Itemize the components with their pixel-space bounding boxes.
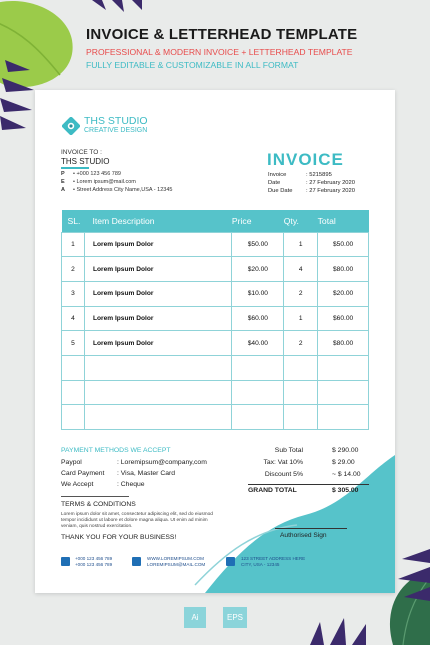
footer-address-1: 123 STREET ADDRESS HERE [241, 556, 306, 561]
payment-key: Card Payment [61, 470, 105, 477]
row-price: $50.00 [232, 232, 284, 257]
footer-web [147, 556, 205, 567]
tax-value: $ 29.00 [332, 459, 355, 466]
items-table [61, 210, 369, 430]
footer-email: LOREMIPSUM@MAIL.COM [147, 561, 206, 567]
location-icon [226, 557, 235, 566]
invoice-to-label: INVOICE TO : [61, 149, 102, 156]
row-sl: 2 [62, 257, 85, 282]
format-badge-eps: EPS [223, 607, 247, 628]
row-total [318, 380, 369, 405]
divider [61, 167, 89, 169]
signature-label: Authorised Sign [280, 532, 327, 539]
footer-phone-1: +000 123 456 789 [75, 556, 113, 561]
banner-subtitle-1: PROFESSIONAL & MODERN INVOICE + LETTERHEAD TEMPLATE [86, 47, 353, 57]
phone-icon [61, 557, 70, 566]
invoice-due-date [268, 188, 355, 194]
row-description: Lorem Ipsum Dolor [84, 306, 231, 331]
row-description: Lorem Ipsum Dolor [84, 232, 231, 257]
row-price: $20.00 [232, 257, 284, 282]
row-description [84, 405, 231, 430]
header-total: Total [318, 210, 369, 232]
sub-total-label: Sub Total [274, 447, 303, 454]
row-qty: 4 [284, 257, 318, 282]
footer-phone [75, 556, 112, 567]
invoice-to-name: THS STUDIO [61, 157, 110, 166]
invoice-date [268, 180, 355, 186]
row-total: $50.00 [318, 232, 369, 257]
contact-value: • Street Address City Name,USA - 12345 [73, 187, 173, 193]
signature-line [275, 528, 347, 529]
table-row [62, 257, 369, 282]
terms-text: Lorem ipsum dolor sit amet, consectetur adipiscing elit, sed do eiusmod tempor incididunt ut labore et dolore magna aliqua. Ut enim ad minim veniam, quis nostrud exercitation. [61, 512, 213, 529]
invoice-number [268, 172, 332, 178]
payment-cheque [61, 481, 145, 488]
payment-methods-heading: PAYMENT METHODS WE ACCEPT [61, 447, 171, 454]
meta-key: Date [268, 180, 281, 186]
payment-key: We Accept [61, 481, 94, 488]
row-qty: 1 [284, 306, 318, 331]
banner [0, 0, 430, 90]
row-total [318, 405, 369, 430]
row-total [318, 355, 369, 380]
footer-phone-2: +000 123 456 789 [75, 561, 113, 567]
payment-paypal [61, 459, 207, 466]
meta-key: Invoice [268, 172, 287, 178]
row-total: $60.00 [318, 306, 369, 331]
row-description: Lorem Ipsum Dolor [84, 281, 231, 306]
row-description: Lorem Ipsum Dolor [84, 331, 231, 356]
row-price: $10.00 [232, 281, 284, 306]
footer-address [241, 556, 305, 567]
contact-address [61, 187, 172, 193]
row-description [84, 355, 231, 380]
discount-label: Discount 5% [264, 471, 303, 478]
table-header-row [62, 210, 369, 232]
purple-fern-bottom-decoration [392, 545, 430, 605]
row-qty: 1 [284, 232, 318, 257]
row-total: $80.00 [318, 331, 369, 356]
row-price: $40.00 [232, 331, 284, 356]
row-sl: 4 [62, 306, 85, 331]
contact-value: • +000 123 456 789 [73, 171, 121, 177]
invoice-sheet [35, 90, 395, 593]
table-row [62, 405, 369, 430]
grand-total-value: $ 305.00 [332, 487, 359, 494]
table-row [62, 355, 369, 380]
table-row [62, 380, 369, 405]
banner-title: INVOICE & LETTERHEAD TEMPLATE [86, 26, 358, 43]
row-price [232, 355, 284, 380]
payment-card [61, 470, 175, 477]
contact-key: P [61, 171, 65, 177]
payment-key: Paypol [61, 459, 82, 466]
discount-value: ~ $ 14.00 [332, 471, 361, 478]
format-badge-ai: Ai [184, 607, 206, 628]
header-price: Price [232, 210, 284, 232]
banner-subtitle-2: FULLY EDITABLE & CUSTOMIZABLE IN ALL FORMAT [86, 60, 299, 70]
row-sl [62, 405, 85, 430]
payment-value: : Loremipsum@company,com [117, 459, 207, 466]
row-description: Lorem Ipsum Dolor [84, 257, 231, 282]
studio-logo-icon [62, 117, 80, 135]
table-row [62, 306, 369, 331]
meta-value: : 5215895 [306, 172, 332, 178]
divider [248, 484, 369, 485]
contact-key: A [61, 187, 65, 193]
purple-fern-bottom-center-decoration [300, 610, 380, 645]
row-price: $60.00 [232, 306, 284, 331]
payment-value: : Visa, Master Card [117, 470, 176, 477]
header-description: Item Description [84, 210, 231, 232]
table-row [62, 331, 369, 356]
company-tagline: CREATIVE DESIGN [84, 127, 148, 134]
row-sl [62, 380, 85, 405]
meta-value: : 27 February 2020 [306, 188, 355, 194]
row-qty [284, 405, 318, 430]
globe-icon [132, 557, 141, 566]
row-total: $80.00 [318, 257, 369, 282]
row-qty [284, 380, 318, 405]
row-qty: 2 [284, 281, 318, 306]
row-description [84, 380, 231, 405]
sub-total-value: $ 290.00 [332, 447, 359, 454]
row-total: $20.00 [318, 281, 369, 306]
row-qty: 2 [284, 331, 318, 356]
contact-phone [61, 171, 121, 177]
footer-address-2: CITY, USA - 12345 [241, 561, 280, 567]
table-row [62, 232, 369, 257]
terms-heading: TERMS & CONDITIONS [61, 501, 136, 508]
meta-key: Due Date [268, 188, 293, 194]
contact-key: E [61, 179, 65, 185]
header-sl: SL. [62, 210, 85, 232]
meta-value: : 27 February 2020 [306, 180, 355, 186]
row-sl [62, 355, 85, 380]
tax-label: Tax: Vat 10% [263, 459, 303, 466]
payment-value: : Cheque [117, 481, 145, 488]
row-price [232, 405, 284, 430]
row-sl: 1 [62, 232, 85, 257]
company-name: THS STUDIO [84, 115, 148, 127]
table-row [62, 281, 369, 306]
divider [61, 496, 129, 497]
footer-website: WWW.LOREMIPSUM.COM [147, 556, 204, 561]
row-sl: 5 [62, 331, 85, 356]
contact-email [61, 179, 136, 185]
thank-you-text: THANK YOU FOR YOUR BUSINESS! [61, 534, 177, 541]
row-sl: 3 [62, 281, 85, 306]
row-price [232, 380, 284, 405]
header-qty: Qty. [284, 210, 318, 232]
grand-total-label: GRAND TOTAL [248, 487, 297, 494]
invoice-title: INVOICE [267, 150, 344, 169]
contact-value: • Lorem ipsum@mail.com [73, 179, 136, 185]
row-qty [284, 355, 318, 380]
